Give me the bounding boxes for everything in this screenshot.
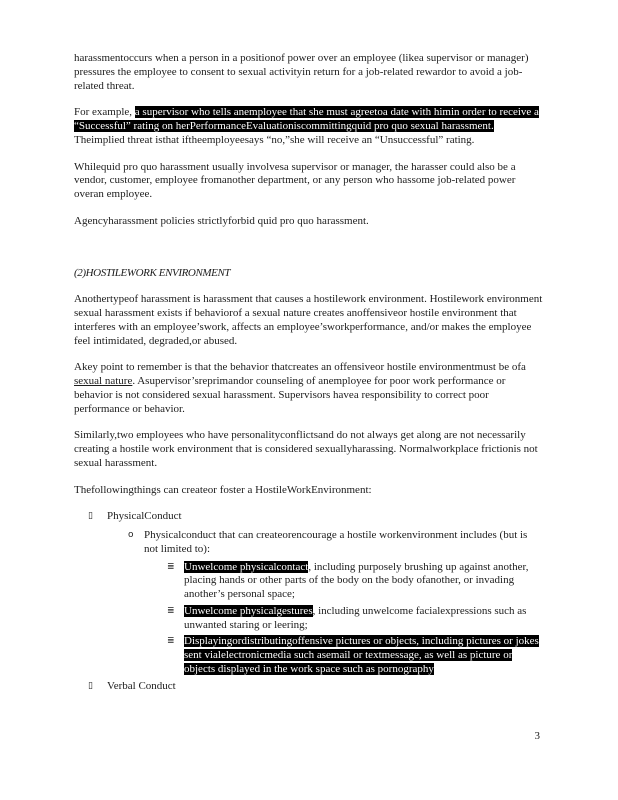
text-run: harassmentoccurs when a person in a positionof power over an employee (likea supervisor or manager) pressures the employee to consent to sexual activityin return for a job-related rewardor to avoid a job-related threat. xyxy=(74,52,529,92)
bullet-text xyxy=(184,561,544,602)
highlighted-text: Displayingordistributingoffensive pictures or objects, including pictures or jokes sent vialelectronicmedia such asemail or textmessage, as well as picture or objects displayed in the work space such as pornography xyxy=(184,635,539,675)
lines-bullet-icon: ≣ xyxy=(167,561,175,572)
bullet-text xyxy=(144,529,544,557)
highlighted-text: a supervisor who tells anemployee that she must agreetoa date with himin order to receive a “Successful” rating on herPerformanceEvaluationiscommittingquid pro quo sexual harassment. xyxy=(74,106,539,132)
text-run: , including unwelcome facialexpressions such as unwanted staring or leering; xyxy=(184,604,527,631)
lines-bullet-icon: ≣ xyxy=(167,605,175,616)
paragraph xyxy=(74,161,544,202)
bullet-text xyxy=(184,605,544,633)
bullet-item xyxy=(74,510,544,524)
document-content xyxy=(74,52,544,693)
text-run: (2)HOSTILEWORK ENVIRONMENT xyxy=(74,266,231,279)
bullet-item xyxy=(74,605,544,633)
circle-bullet-icon: o xyxy=(128,530,134,540)
text-run: Similarly,two employees who have personalityconflictsand do not always get along are not necessarily creating a hostile work environment that is considered sexuallyharassing. Normalworkplace frictionis not sexual harassment. xyxy=(74,429,538,469)
text-run: , including purposely brushing up against another, placing hands or other parts of the body on the body ofanother, or invading another’s personal space; xyxy=(184,560,529,600)
text-run: PhysicalConduct xyxy=(107,510,182,523)
bullet-text xyxy=(107,510,544,524)
paragraph xyxy=(74,293,544,348)
paragraph xyxy=(74,215,544,229)
square-bullet-icon: ▯ xyxy=(88,680,93,691)
underlined-text: sexual nature xyxy=(74,375,133,387)
text-run: Physicalconduct that can createorencourage a hostile workenvironment includes (but is not limited to): xyxy=(144,529,528,555)
bullet-item xyxy=(74,680,544,694)
page-number: 3 xyxy=(534,730,540,742)
bullet-text xyxy=(184,635,544,676)
text-run: Agencyharassment policies strictlyforbid quid pro quo harassment. xyxy=(74,214,369,227)
text-run: . Asupervisor’sreprimandor counseling of anemployee for poor work performance or behavior is not considered sexual harassment. Supervisors havea responsibility to correct poor performance or behavior. xyxy=(74,375,506,415)
paragraph xyxy=(74,52,544,93)
bullet-text xyxy=(107,680,544,694)
paragraph xyxy=(74,361,544,416)
text-run: Anothertypeof harassment is harassment that causes a hostilework environment. Hostilework environment sexual harassment exists if behaviorof a sexual nature creates anoffensiveor hostile environment that interferes with an employee’swork, affects an employee’sworkperformance, and/or makes the employee feel intimidated, degraded,or abused. xyxy=(74,293,543,347)
text-run: Theimplied threat isthat iftheemployeesays “no,”she will receive an “Unsuccessful” rating. xyxy=(74,133,475,146)
bullet-item xyxy=(74,561,544,602)
text-run: Whilequid pro quo harassment usually involvesa supervisor or manager, the harasser could also be a vendor, customer, employee fromanother department, or any person who hassome job-related power overan employee. xyxy=(74,160,516,200)
paragraph xyxy=(74,106,544,147)
highlighted-text: Unwelcome physicalcontact xyxy=(184,560,309,573)
bullet-item xyxy=(74,635,544,676)
highlighted-text: Unwelcome physicalgestures xyxy=(184,604,313,617)
paragraph xyxy=(74,429,544,470)
text-run: For example, xyxy=(74,106,135,119)
text-run: Verbal Conduct xyxy=(107,679,176,692)
bullet-item xyxy=(74,529,544,557)
paragraph xyxy=(74,484,544,498)
text-run: Akey point to remember is that the behavior thatcreates an offensiveor hostile environmentmust be ofa xyxy=(74,361,526,374)
square-bullet-icon: ▯ xyxy=(88,511,93,522)
lines-bullet-icon: ≣ xyxy=(167,636,175,647)
text-run: Thefollowingthings can createor foster a HostileWorkEnvironment: xyxy=(74,483,372,496)
section-heading xyxy=(74,267,544,281)
